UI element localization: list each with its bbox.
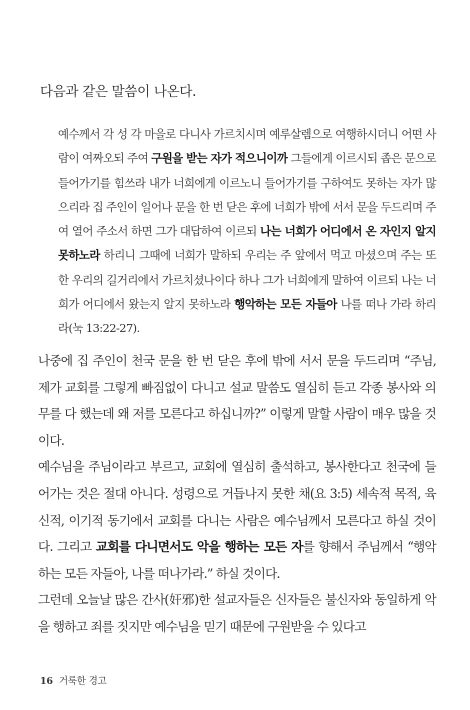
intro-line: 다음과 같은 말씀이 나온다. — [40, 84, 197, 100]
quote-text-4: 나를 떠나 가라 하리라(눅 13:22-27). — [58, 297, 436, 336]
p2-text-2: 를 향해서 주님께서 “행악하는 모든 자들아, 나를 떠나가라.” 하실 것이다. — [38, 539, 436, 581]
scripture-quote — [58, 122, 436, 341]
page-number: 16 — [40, 676, 53, 687]
quote-text-2: 그들에게 이르시되 좁은 문으로 들어가기를 힘쓰라 내가 너희에게 이르노니 들어가기를 구하여도 못하는 자가 많으리라 집 주인이 일어나 문을 한 번 닫은 후에 너희가 밖에 서서 문을 두드리며 주여 열어 주소서 하면 그가 대답하여 이르되 — [58, 151, 436, 239]
body-paragraph-3: 그런데 오늘날 많은 간사(奸邪)한 설교자들은 신자들은 불신자와 동일하게 악을 행하고 죄를 짓지만 예수님을 믿기 때문에 구원받을 수 있다고 — [38, 592, 436, 634]
p2-bold-1: 교회를 다니면서도 악을 행하는 모든 자 — [95, 539, 303, 555]
body-text — [38, 348, 436, 641]
quote-text-1: 예수께서 각 성 각 마을로 다니사 가르치시며 예루살렘으로 여행하시더니 어떤 사람이 여짜오되 주여 — [58, 127, 436, 166]
quote-bold-2: 나는 너희가 어디에서 온 자인지 알지 못하노라 — [58, 224, 436, 263]
page-footer — [40, 673, 107, 687]
body-paragraph-2 — [38, 454, 436, 587]
quote-paragraph — [58, 122, 436, 341]
p2-text-1: 예수님을 주님이라고 부르고, 교회에 열심히 출석하고, 봉사한다고 천국에 들어가는 것은 절대 아니다. 성령으로 거듭나지 못한 채(요 3:5) 세속적 목적, 육신적, 이기적 동기에서 교회를 다니는 사람은 예수님께서 모른다고 하실 것이다. 그리고 — [38, 459, 436, 555]
quote-bold-1: 구원을 받는 자가 적으니이까 — [151, 151, 288, 166]
book-title: 거룩한 경고 — [58, 676, 107, 687]
body-paragraph-1: 나중에 집 주인이 천국 문을 한 번 닫은 후에 밖에 서서 문을 두드리며 “주님, 제가 교회를 그렇게 빠짐없이 다니고 설교 말씀도 열심히 듣고 각종 봉사와 의무를 다 했는데 왜 저를 모른다고 하십니까?” 이렇게 말할 사람이 매우 많을 것이다. — [38, 353, 436, 448]
quote-bold-3: 행악하는 모든 자들아 — [234, 297, 337, 312]
quote-text-3: 하리니 그때에 너희가 말하되 우리는 주 앞에서 먹고 마셨으며 주는 또한 우리의 길거리에서 가르치셨나이다 하나 그가 너희에게 말하여 이르되 나는 너희가 어디에서 왔는지 알지 못하노라 — [58, 248, 436, 312]
